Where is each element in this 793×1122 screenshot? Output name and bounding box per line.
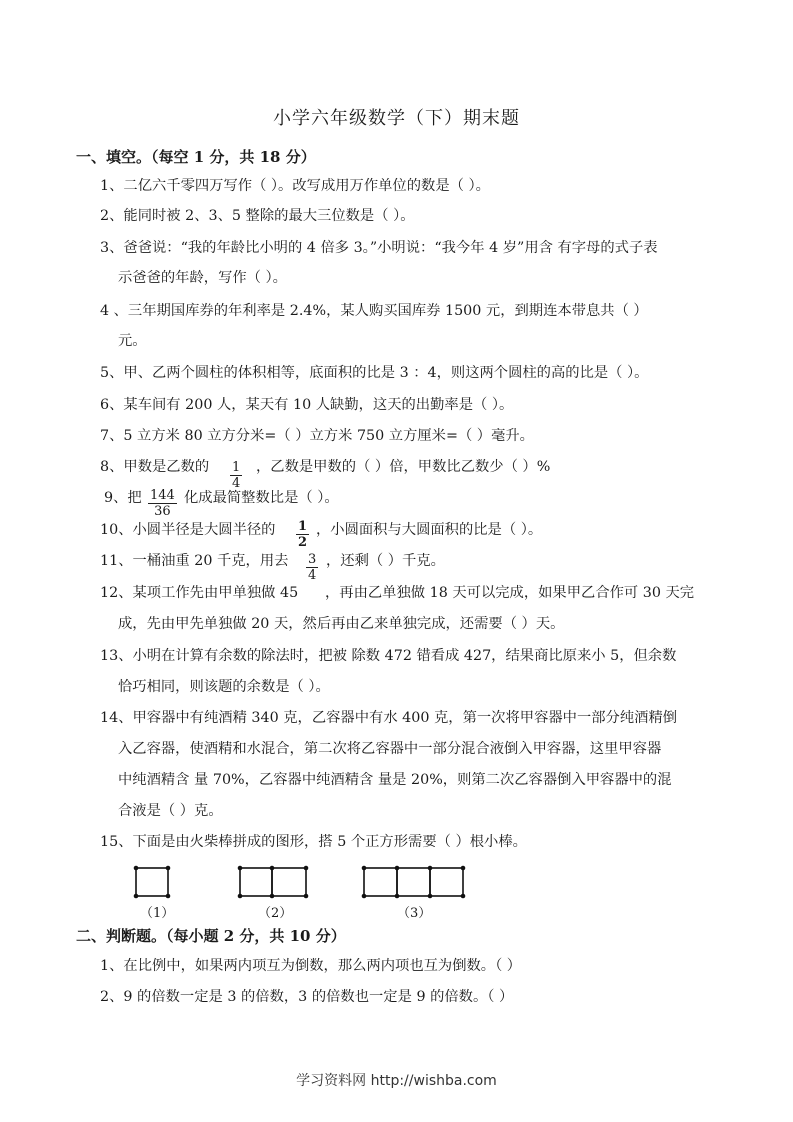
question-14-line-2: 入乙容器，使酒精和水混合，第二次将乙容器中一部分混合液倒入甲容器，这里甲容器 [118, 741, 662, 757]
matchstick-figures [128, 860, 488, 904]
figure-label-1: （1） [140, 906, 175, 921]
question-4-line-1: 4 、三年期国库券的年利率是 2.4%，某人购买国库券 1500 元，到期连本带息共（ ） [100, 303, 648, 319]
fraction-numerator: 1 [232, 460, 241, 475]
question-9-fraction [148, 488, 177, 519]
question-7: 7、5 立方米 80 立方分米=（ ）立方米 750 立方厘米=（ ）毫升。 [100, 428, 534, 444]
matchstick-figure-3 [362, 866, 466, 899]
section-1-heading: 一、填空。（每空 1 分，共 18 分） [76, 148, 316, 166]
question-14-line-1: 14、甲容器中有纯酒精 340 克，乙容器中有水 400 克，第一次将甲容器中一部分纯酒精倒 [100, 710, 678, 726]
question-8-fraction [230, 460, 242, 491]
question-10-fraction [296, 519, 309, 550]
question-8-part-a: 8、甲数是乙数的 [100, 459, 210, 475]
question-6: 6、某车间有 200 人，某天有 10 人缺勤，这天的出勤率是（ ）。 [100, 397, 514, 413]
question-15: 15、下面是由火柴棒拼成的图形，搭 5 个正方形需要（ ）根小棒。 [100, 834, 527, 850]
figure-label-3: （3） [397, 906, 432, 921]
judgement-question-1: 1、在比例中，如果两内项互为倒数，那么两内项也互为倒数。（ ） [100, 958, 522, 974]
question-2: 2、能同时被 2、3、5 整除的最大三位数是（ ）。 [100, 208, 415, 224]
question-3-line-2: 示爸爸的年龄，写作（ ）。 [118, 270, 287, 286]
fraction-denominator: 4 [232, 476, 241, 491]
question-13-line-2: 恰巧相同，则该题的余数是（ ）。 [118, 679, 330, 695]
question-12-part-a: 12、某项工作先由甲单独做 45 [100, 585, 299, 601]
matchstick-figure-1 [134, 866, 171, 899]
fraction-denominator: 4 [308, 568, 317, 583]
question-3-line-1: 3、爸爸说：“我的年龄比小明的 4 倍多 3。”小明说：“我今年 4 岁”用含 有字母的式子表 [100, 240, 658, 256]
question-11-fraction [306, 552, 318, 583]
fraction-numerator: 1 [298, 519, 308, 534]
section-2-heading: 二、判断题。（每小题 2 分，共 10 分） [76, 927, 346, 945]
judgement-question-2: 2、9 的倍数一定是 3 的倍数，3 的倍数也一定是 9 的倍数。（ ） [100, 989, 514, 1005]
page-title: 小学六年级数学（下）期末题 [273, 108, 520, 129]
question-9-part-a: 9、把 [104, 490, 142, 506]
question-9-part-b: 化成最简整数比是（ ）。 [184, 490, 339, 506]
matchstick-figure-2 [238, 866, 309, 899]
question-13-line-1: 13、小明在计算有余数的除法时，把被 除数 472 错看成 427，结果商比原来小 5，但余数 [100, 648, 677, 664]
question-14-line-3: 中纯酒精含 量 70%，乙容器中纯酒精含 量是 20%，则第二次乙容器倒入甲容器中的混 [118, 772, 672, 788]
question-5: 5、甲、乙两个圆柱的体积相等，底面积的比是 3 ：4，则这两个圆柱的高的比是（ ）。 [100, 365, 649, 381]
fraction-numerator: 144 [150, 488, 175, 503]
question-11-part-b: ，还剩（ ）千克。 [326, 553, 445, 569]
fraction-denominator: 2 [298, 535, 308, 550]
footer-watermark: 学习资料网 http://wishba.com [296, 1073, 497, 1089]
fraction-numerator: 3 [308, 552, 317, 567]
question-12-line-2: 成，先由甲先单独做 20 天，然后再由乙来单独完成，还需要（ ）天。 [118, 616, 565, 632]
question-8-part-b: ，乙数是甲数的（ ）倍，甲数比乙数少（ ）% [256, 459, 551, 475]
question-14-line-4: 合液是（ ）克。 [118, 803, 223, 819]
question-11-part-a: 11、一桶油重 20 千克，用去 [100, 553, 289, 569]
figure-label-2: （2） [258, 906, 293, 921]
question-4-line-2: 元。 [118, 333, 147, 349]
question-10-part-b: ，小圆面积与大圆面积的比是（ ）。 [316, 522, 543, 538]
question-10-part-a: 10、小圆半径是大圆半径的 [100, 522, 276, 538]
fraction-denominator: 36 [154, 504, 171, 519]
question-12-part-b: ，再由乙单独做 18 天可以完成，如果甲乙合作可 30 天完 [325, 585, 695, 601]
question-1: 1、二亿六千零四万写作（ ）。改写成用万作单位的数是（ ）。 [100, 178, 490, 194]
